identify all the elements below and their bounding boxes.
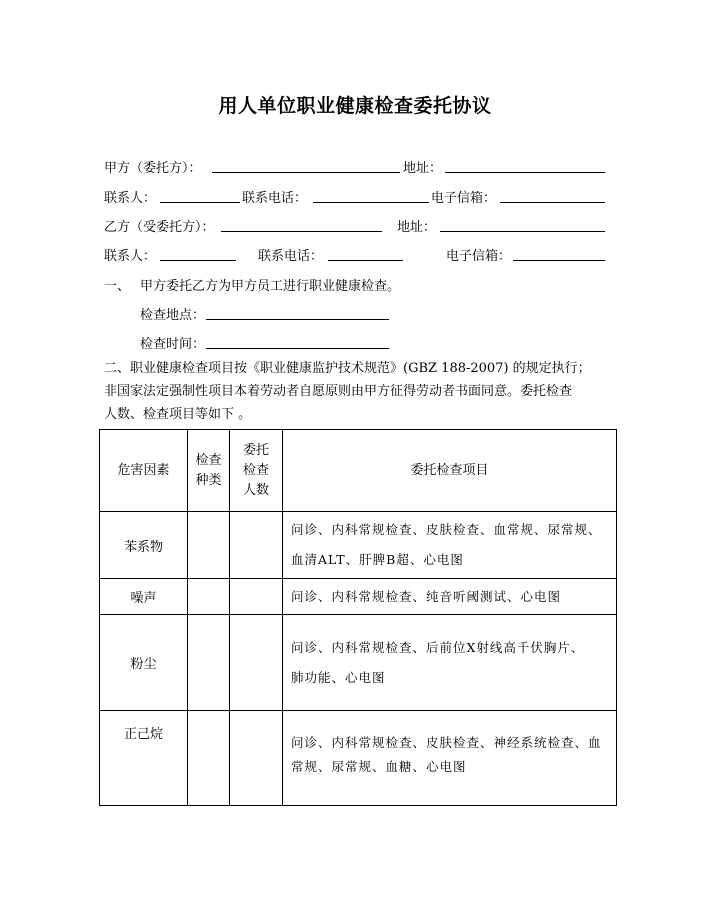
- type-cell[interactable]: [188, 615, 230, 711]
- factor-cell: 粉尘: [100, 615, 188, 711]
- location-field[interactable]: [206, 305, 389, 320]
- factor-cell: 苯系物: [100, 512, 188, 579]
- party-b-contact-label: 联系人：: [104, 249, 157, 264]
- items-cell: 问诊、内科常规检查、皮肤检查、血常规、尿常规、 血清ALT、肝脾B超、心电图: [283, 512, 617, 579]
- items-cell: 问诊、内科常规检查、纯音听阈测试、心电图: [283, 579, 617, 615]
- party-a-contact-label: 联系人：: [104, 191, 157, 206]
- type-cell[interactable]: [188, 579, 230, 615]
- party-b-email-field[interactable]: [513, 246, 605, 261]
- type-cell[interactable]: [188, 512, 230, 579]
- party-b-phone-field[interactable]: [328, 246, 403, 261]
- count-cell[interactable]: [230, 512, 283, 579]
- factor-cell: 正己烷: [100, 711, 188, 806]
- section-1-number: 一、: [104, 279, 131, 294]
- table-row: [100, 615, 617, 711]
- party-b-contact-field[interactable]: [160, 246, 236, 261]
- party-b-address-label: 地址：: [397, 220, 437, 235]
- party-b-email-label: 电子信箱：: [446, 249, 512, 264]
- table-row: [100, 711, 617, 806]
- items-cell: 问诊、内科常规检查、皮肤检查、神经系统检查、血 常规、尿常规、血糖、心电图: [283, 711, 617, 806]
- type-cell[interactable]: [188, 711, 230, 806]
- party-a-name-field[interactable]: [212, 158, 400, 173]
- location-label: 检查地点：: [140, 308, 206, 323]
- count-cell[interactable]: [230, 615, 283, 711]
- party-a-email-field[interactable]: [500, 188, 605, 203]
- factor-cell: 噪声: [100, 579, 188, 615]
- section-1-text: 甲方委托乙方为甲方员工进行职业健康检查。: [140, 279, 401, 294]
- header-items: 委托检查项目: [283, 430, 617, 512]
- time-label: 检查时间：: [140, 337, 206, 352]
- count-cell[interactable]: [230, 579, 283, 615]
- header-type: 检查 种类: [188, 430, 230, 512]
- table-header-row: [100, 430, 617, 512]
- header-count: 委托 检查 人数: [230, 430, 283, 512]
- section-2-paragraph: [104, 357, 619, 426]
- party-b-phone-label: 联系电话：: [258, 249, 324, 264]
- party-a-label: 甲方（委托方）：: [104, 161, 202, 176]
- party-a-address-field[interactable]: [445, 158, 605, 173]
- section-2-line-1: 二、职业健康检查项目按《职业健康监护技术规范》(GBZ 188-2007) 的规定执行；: [104, 361, 591, 376]
- count-cell[interactable]: [230, 711, 283, 806]
- header-factor: 危害因素: [100, 430, 188, 512]
- party-a-phone-label: 联系电话：: [242, 191, 308, 206]
- party-b-name-field[interactable]: [221, 217, 382, 232]
- section-2-line-3: 人数、检查项目等如下 。: [104, 407, 252, 422]
- time-field[interactable]: [206, 334, 389, 349]
- exam-items-table: [99, 429, 617, 806]
- party-a-address-label: 地址：: [403, 161, 443, 176]
- table-row: [100, 579, 617, 615]
- table-row: [100, 512, 617, 579]
- party-a-phone-field[interactable]: [313, 188, 429, 203]
- party-a-email-label: 电子信箱：: [431, 191, 497, 206]
- section-2-line-2: 非国家法定强制性项目本着劳动者自愿原则由甲方征得劳动者书面同意。委托检查: [104, 384, 573, 399]
- page-title: 用人单位职业健康检查委托协议: [218, 95, 492, 117]
- party-b-address-field[interactable]: [440, 217, 605, 232]
- party-b-label: 乙方（受委托方）：: [104, 220, 215, 235]
- items-cell: 问诊、内科常规检查、后前位X射线高千伏胸片、 肺功能、心电图: [283, 615, 617, 711]
- party-a-contact-field[interactable]: [160, 188, 240, 203]
